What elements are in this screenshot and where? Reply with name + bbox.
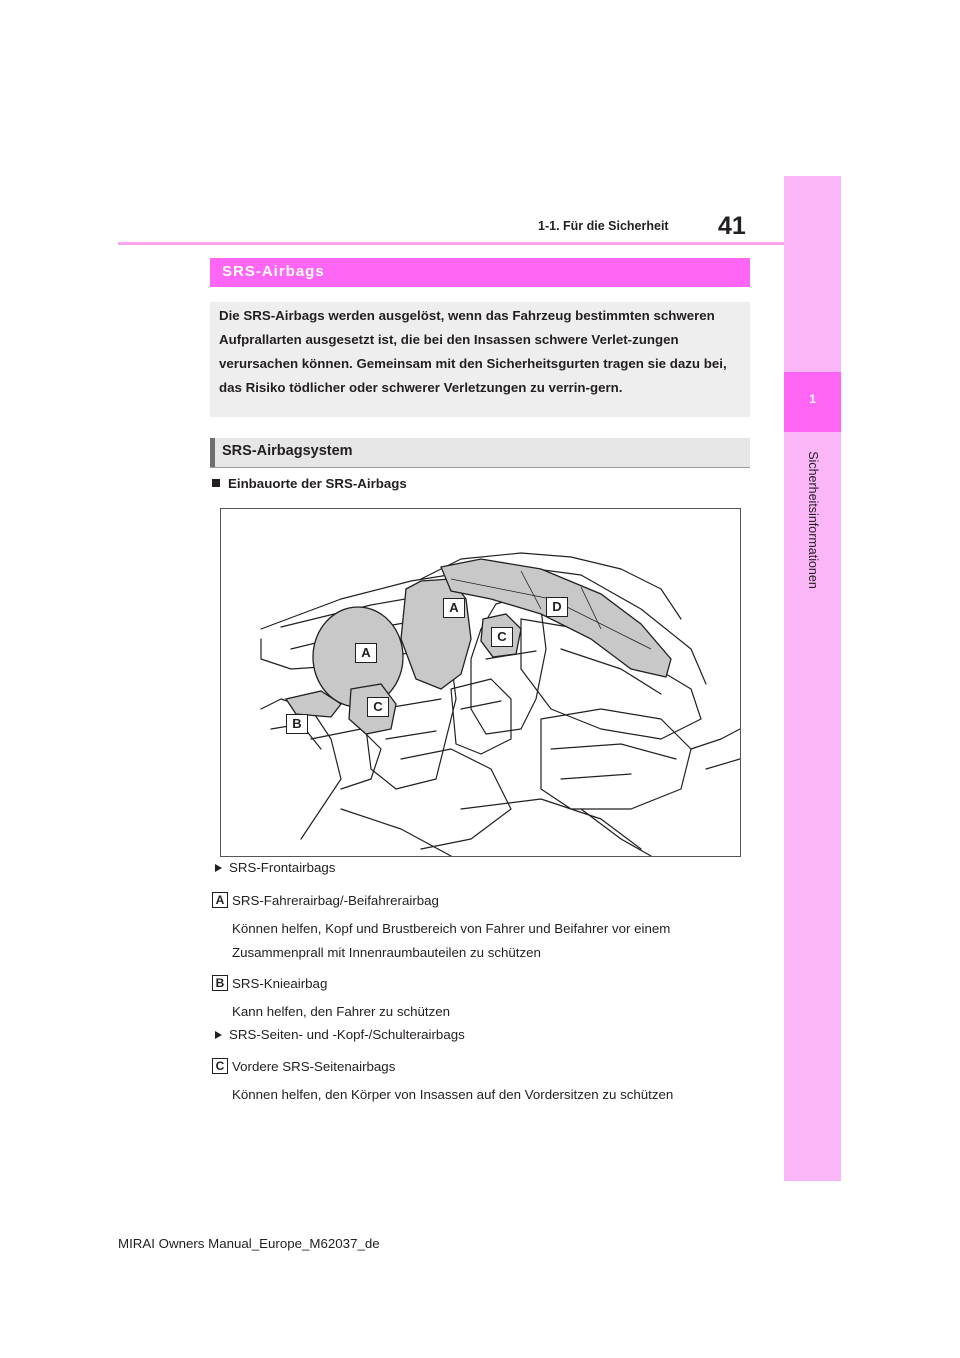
figure-label-d: D	[546, 597, 568, 617]
item-b-title: SRS-Knieairbag	[232, 976, 328, 991]
chapter-side-tab	[784, 176, 841, 1181]
item-b-desc: Kann helfen, den Fahrer zu schützen	[232, 1004, 451, 1019]
subheading	[212, 476, 407, 491]
square-bullet-icon	[212, 479, 220, 487]
intro-text: Die SRS-Airbags werden ausgelöst, wenn das Fahrzeug bestimmten schweren Aufprallarten ausgesetzt ist, die bei den Insassen schwere Verlet-zungen verursachen können. Gemeinsam mit den Sicherheitsgurten tragen sie dazu bei, das Risiko tödlicher oder schwerer Verletzungen zu verrin-gern.	[219, 308, 727, 395]
page-title: SRS-Airbags	[222, 263, 325, 280]
triangle-bullet-icon	[215, 864, 222, 872]
figure-label-c-passenger: C	[491, 627, 513, 647]
airbag-illustration	[220, 508, 741, 857]
section-title: 1-1. Für die Sicherheit	[538, 219, 669, 233]
triangle-bullet-icon	[215, 1031, 222, 1039]
intro-box	[210, 302, 750, 417]
figure-label-a-driver: A	[355, 643, 377, 663]
header-rule	[118, 242, 784, 245]
footer-manual-id: MIRAI Owners Manual_Europe_M62037_de	[118, 1236, 380, 1251]
key-label-b: B	[212, 975, 228, 991]
subheading-text: Einbauorte der SRS-Airbags	[228, 476, 407, 491]
page-number: 41	[718, 212, 746, 240]
item-a-desc-line2: Zusammenprall mit Innenraumbauteilen zu schützen	[232, 945, 541, 960]
group-side-airbags: SRS-Seiten- und -Kopf-/Schulterairbags	[229, 1027, 465, 1042]
car-interior-drawing	[221, 509, 740, 856]
figure-label-a-passenger: A	[443, 598, 465, 618]
key-label-a: A	[212, 892, 228, 908]
group-frontairbags: SRS-Frontairbags	[229, 860, 336, 875]
figure-label-c-driver: C	[367, 697, 389, 717]
item-a-title: SRS-Fahrerairbag/-Beifahrerairbag	[232, 893, 439, 908]
chapter-number: 1	[809, 392, 816, 406]
chapter-label: Sicherheitsinformationen	[806, 451, 820, 589]
heading-bar	[210, 438, 215, 467]
item-a-desc-line1: Können helfen, Kopf und Brustbereich von Fahrer und Beifahrer vor einem	[232, 921, 671, 936]
key-label-c: C	[212, 1058, 228, 1074]
system-heading-banner	[210, 438, 750, 468]
title-banner	[210, 258, 750, 287]
system-heading: SRS-Airbagsystem	[222, 443, 353, 459]
figure-label-b: B	[286, 714, 308, 734]
item-c-title: Vordere SRS-Seitenairbags	[232, 1059, 396, 1074]
item-c-desc: Können helfen, den Körper von Insassen auf den Vordersitzen zu schützen	[232, 1087, 674, 1102]
